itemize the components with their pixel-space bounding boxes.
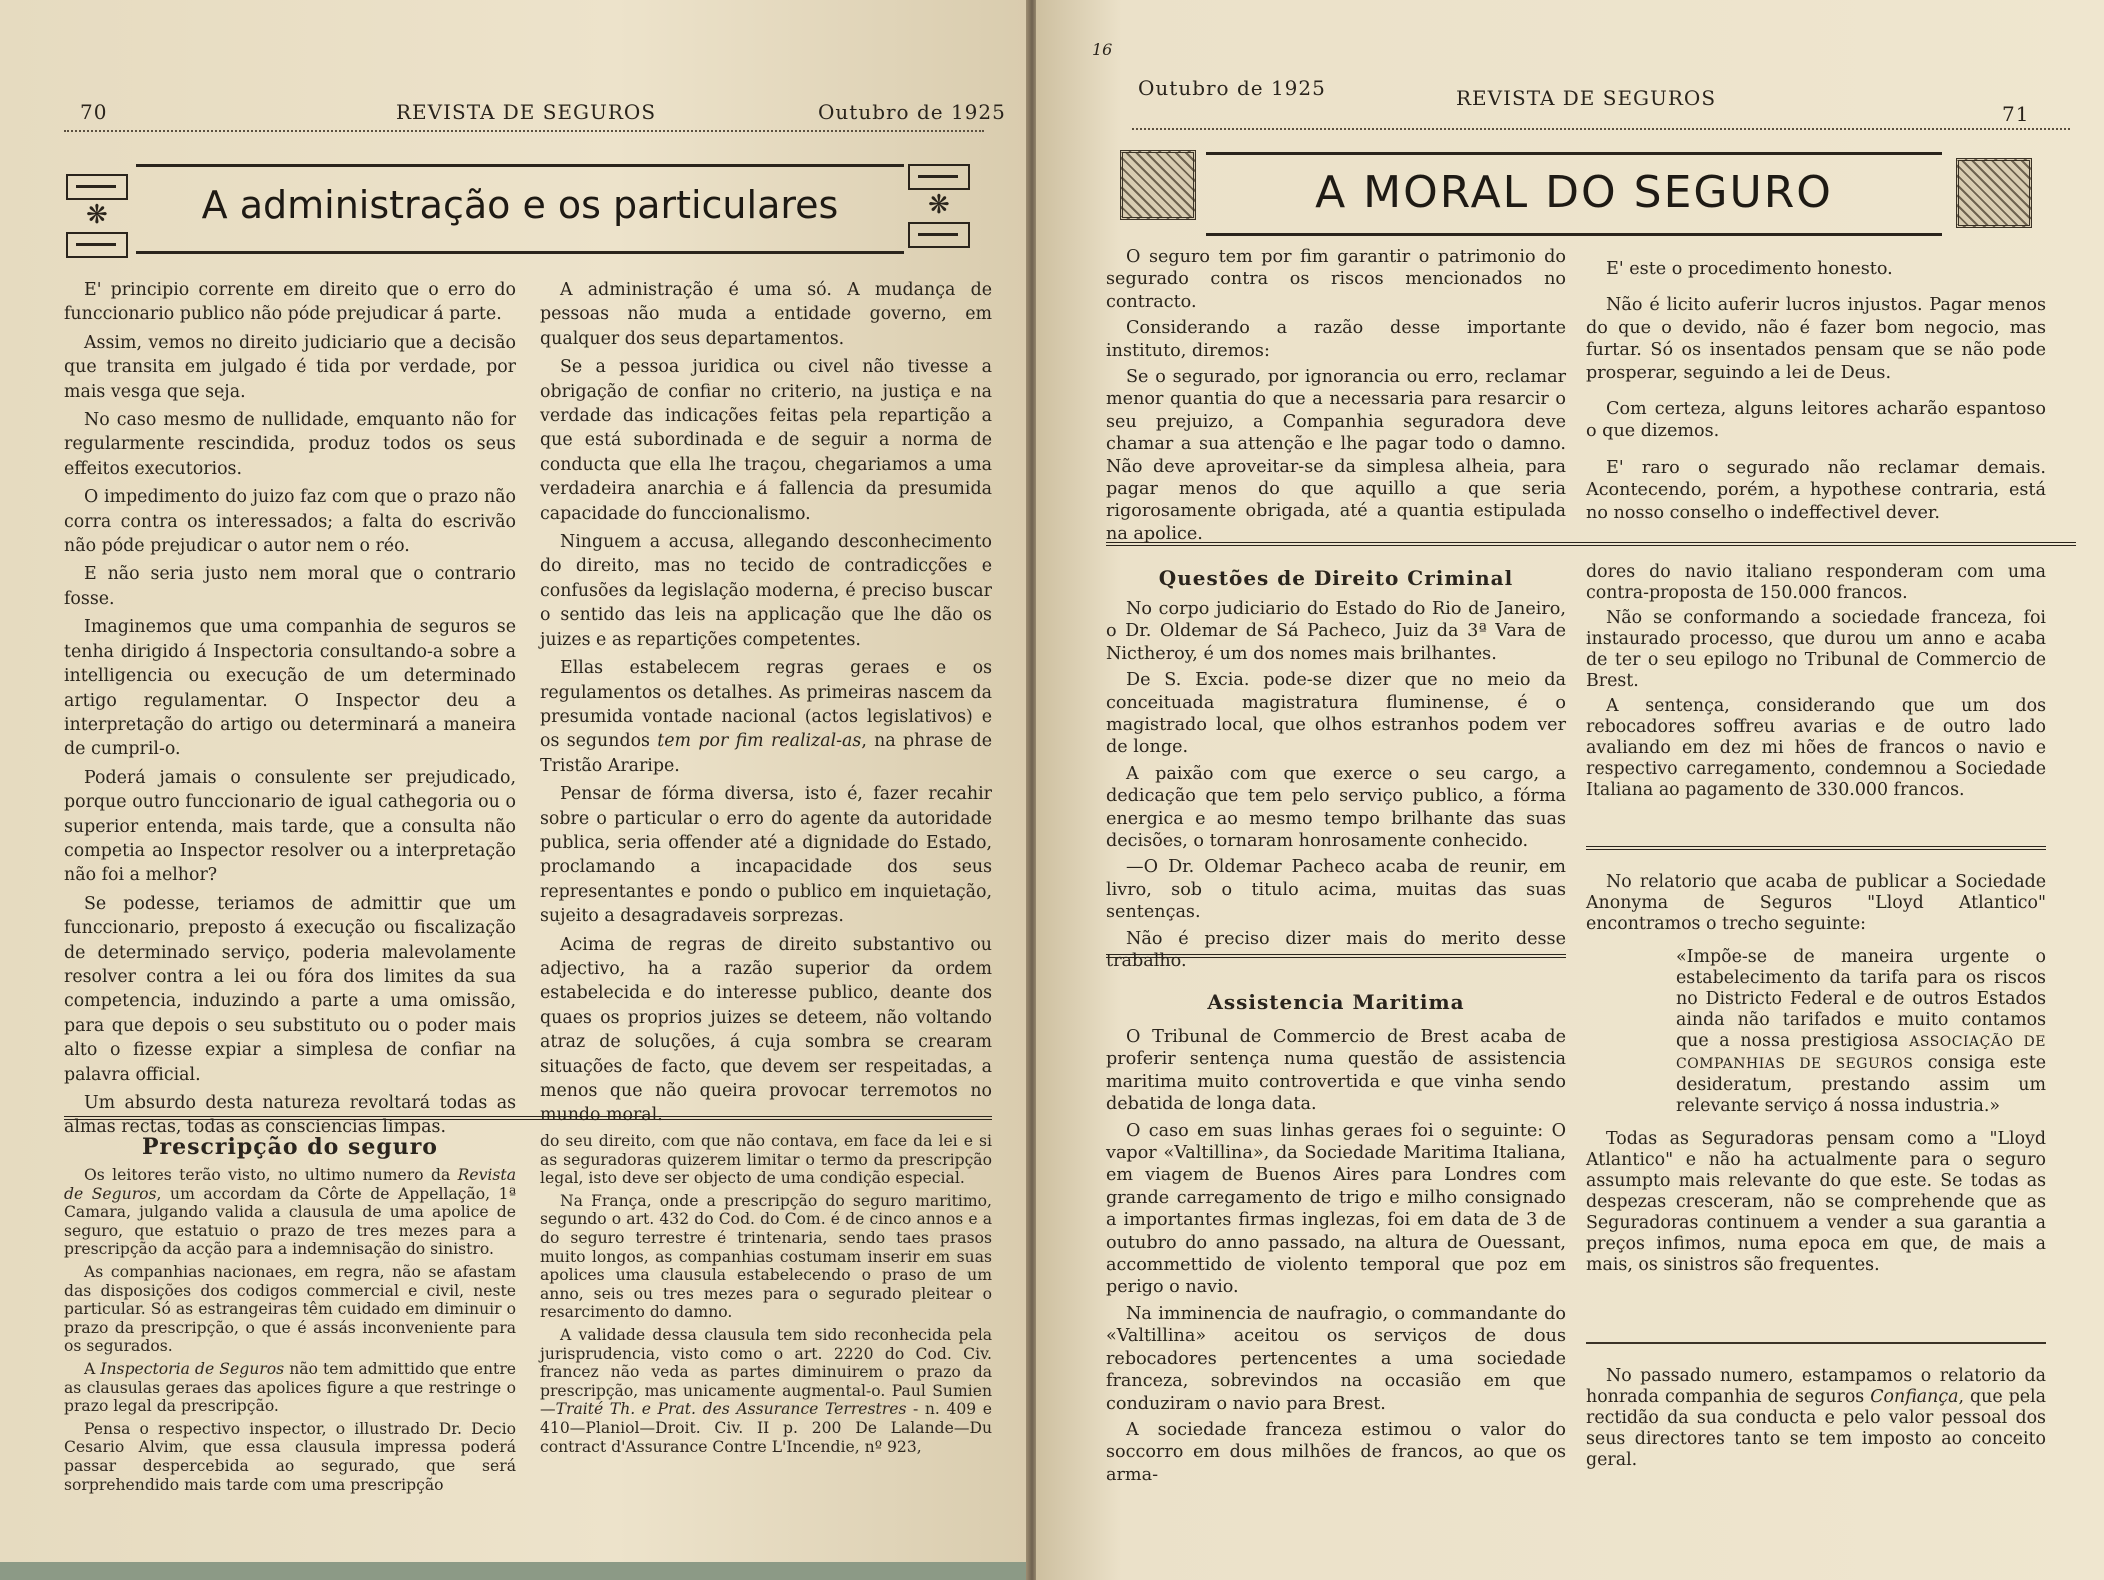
issue-date: Outubro de 1925	[1138, 76, 1326, 100]
section-heading: Questões de Direito Criminal	[1158, 566, 1514, 590]
paragraph	[540, 1326, 992, 1456]
section-divider	[64, 1116, 992, 1120]
paragraph: Na França, onde a prescripção do seguro maritimo, segundo o art. 432 do Cod. do Com. é de cinco annos e a do seguro terrestre é trintenaria, sendo taes prasos muito longos, as companhias costumam inserir em suas apolices uma clausula estabelecendo o praso de um anno, seis ou tres mezes para o segurado pleitear o resarcimento do damno.	[540, 1191, 992, 1322]
italic-run: tem por fim realizal-as	[657, 731, 862, 752]
italic-run: Inspectoria de Seguros	[100, 1359, 285, 1378]
paragraph: A administração é uma só. A mudança de pessoas não muda a entidade governo, em qualquer dos seus departamentos.	[540, 280, 992, 349]
confianca-column	[1586, 1366, 2046, 1471]
paragraph: A sociedade franceza estimou o valor do soccorro em dous milhões de francos, ao que os arma-	[1106, 1419, 1566, 1485]
star-ornament-left: ❋	[86, 200, 108, 230]
article-title: A administração e os particulares	[201, 183, 839, 227]
text-run: No passado numero, estampamos o relatorio da honrada companhia de seguros	[1586, 1366, 2046, 1407]
paragraph: De S. Excia. pode-se dizer que no meio da conceituada magistratura fluminense, é o magistrado local, que olhos estranhos podem ver de longe.	[1106, 670, 1566, 758]
criminal-column	[1106, 598, 1566, 973]
header-rule	[1132, 128, 2070, 130]
paragraph: Se a pessoa juridica ou civel não tivesse a obrigação de confiar no criterio, na justiça e na verdade das indicações feitas pela repartição a que está subordinada e de seguir a norma de conducta que ella lhe traçou, chegariamos a uma verdadeira anarchia e á fallencia da presumida capacidade do funccionalismo.	[540, 357, 992, 524]
paragraph: Se o segurado, por ignorancia ou erro, reclamar menor quantia do que a necessaria para resarcir o seu prejuizo, a Companhia seguradora deve chamar a sua attenção e lhe pagar todo o damno. Não deve aproveitar-se da simplesa alheia, para pagar menos do que aquillo a que seria rigorosamente obrigada, até a quantia estipulada na apolice.	[1106, 367, 1566, 544]
section-column-2	[540, 1132, 992, 1456]
ornament-right-top	[908, 164, 970, 190]
text-run: consiga este desideratum, prestando assim um relevante serviço á nossa industria.»	[1676, 1053, 2046, 1116]
paragraph: Acima de regras de direito substantivo ou adjectivo, ha a razão superior da ordem estabelecida e do interesse publico, deante dos quaes os proprios juizes se deteem, não voltando atraz de soluções, á cuja sombra se crearam situações de facto, que devem ser respeitadas, a menos que não queira provocar terremotos no mundo moral.	[540, 934, 992, 1126]
paragraph: As companhias nacionaes, em regra, não se afastam das disposições dos codigos commercial e civil, neste particular. Só as estrangeiras têm cuidado em diminuir o prazo da prescripção, o que é assás inconveniente para os segurados.	[64, 1262, 516, 1356]
running-head	[0, 100, 1006, 130]
paragraph: Todas as Seguradoras pensam como a "Lloyd Atlantico" e não ha actualmente para o seguro assumpto mais relevante do que este. Se todas as despezas cresceram, não se comprehende que as Seguradoras continuem a vender a sua garantia a preços infimos, numa epoca em que, de mais a mais, os sinistros são frequentes.	[1586, 1129, 2046, 1275]
text-run: Ellas estabelecem regras geraes e os regulamentos os detalhes. As primeiras nascem da presumida vontade nacional (actos legislativos) e os segundos	[540, 658, 992, 752]
paragraph	[64, 1166, 516, 1259]
paragraph: dores do navio italiano responderam com uma contra-proposta de 150.000 francos.	[1586, 562, 2046, 603]
knot-ornament-left	[1120, 150, 1196, 220]
paragraph: Poderá jamais o consulente ser prejudicado, porque outro funccionario de igual cathegoria ou o superior entenda, mais tarde, que a consulta não competia ao Inspector resolver ou a interpretação não foi a melhor?	[64, 767, 516, 886]
knot-ornament-right	[1956, 158, 2032, 228]
article-title: A MORAL DO SEGURO	[1315, 167, 1833, 218]
page-number: 70	[80, 100, 108, 124]
text-run: , na phrase de Tristão Araripe.	[540, 731, 992, 776]
header-rule	[64, 130, 984, 132]
text-run: , um accordam da Côrte de Appellação, 1ª Camara, julgando valida a clausula de uma apolice de seguro, que estatuio o prazo de tres mezes para a prescripção da acção para a indemnisação do sinistro.	[64, 1184, 516, 1259]
page-stack-edge	[0, 1562, 1028, 1580]
text-run: - n. 409 e 410—Planiol—Droit. Civ. II p. 200 De Lalande—Du contract d'Assurance Contre L'Incendie, nº 923,	[540, 1400, 992, 1456]
page-number: 71	[2002, 102, 2030, 126]
section-column-1	[64, 1166, 516, 1494]
ornament-left-bottom	[66, 232, 128, 258]
quote-paragraph	[1586, 947, 2046, 1117]
section-divider	[1586, 846, 2046, 850]
paragraph: Ninguem a accusa, allegando desconhecimento do direito, mas no tecido de contradicções e confusões da legislação moderna, é preciso buscar o sentido das leis na applicação que lhe dão os juizes e as repartições competentes.	[540, 532, 992, 650]
paragraph: Não se conformando a sociedade franceza, foi instaurado processo, que durou um anno e acaba de ter o seu epilogo no Tribunal de Commercio de Brest.	[1586, 608, 2046, 691]
text-run: A	[84, 1359, 101, 1378]
italic-run: Confiança	[1870, 1387, 1959, 1407]
paragraph: E' principio corrente em direito que o erro do funccionario publico não póde prejudicar á parte.	[64, 280, 516, 325]
paragraph: E' raro o segurado não reclamar demais. Acontecendo, porém, a hypothese contraria, está no nosso conselho o indeffectivel dever.	[1586, 457, 2046, 523]
paragraph: Imaginemos que uma companhia de seguros se tenha dirigido á Inspectoria consultando-a sobre a intelligencia ou execução de um determinado artigo regulamentar. O Inspector deu a interpretação do artigo ou determinará a maneira de cumpril-o.	[64, 617, 516, 760]
article-column-1	[64, 278, 516, 1140]
paragraph: Não é preciso dizer mais do merito desse trabalho.	[1106, 928, 1566, 972]
paragraph: Se podesse, teriamos de admittir que um funccionario, preposto á execução ou fiscalização de determinado serviço, poderia malevolamente resolver contra a lei ou fóra dos limites da sua competencia, induzindo a parte a uma omissão, para que depois o seu substituto ou o poder mais alto o fizesse expiar a simplesa de confiar na palavra official.	[64, 893, 516, 1085]
paragraph: No relatorio que acaba de publicar a Sociedade Anonyma de Seguros "Lloyd Atlantico" encontramos o trecho seguinte:	[1586, 872, 2046, 934]
right-page	[1036, 0, 2104, 1580]
paragraph	[64, 1360, 516, 1416]
paragraph: Considerando a razão desse importante instituto, diremos:	[1106, 318, 1566, 361]
ornament-right-bottom	[908, 222, 970, 248]
maritime-column	[1106, 1026, 1566, 1486]
paragraph: A sentença, considerando que um dos rebocadores soffreu avarias e de outro lado avaliando em dez mi hões de francos o navio e respectivo carregamento, condemnou a Sociedade Italiana ao pagamento de 330.000 francos.	[1586, 696, 2046, 800]
section-heading: Assistencia Maritima	[1207, 990, 1465, 1014]
italic-run: Revista de Seguros	[64, 1166, 516, 1203]
article-column-2	[540, 278, 992, 1128]
paragraph: A paixão com que exerce o seu cargo, a dedicação que tem pelo serviço publico, a fórma energica e ao mesmo tempo brilhante das suas decisões, o tornaram honrosamente conhecido.	[1106, 763, 1566, 852]
title-banner	[136, 164, 904, 254]
issue-date: Outubro de 1925	[818, 100, 1006, 124]
paragraph: Pensar de fórma diversa, isto é, fazer recahir sobre o particular o erro do agente da autoridade publica, seria offender até a dignidade do Estado, proclamando a incapacidade dos seus representantes e pondo o publico em inquietação, sujeito a desagradaveis sorprezas.	[540, 784, 992, 927]
text-run: A validade dessa clausula tem sido reconhecida pela jurisprudencia, visto como o art. 2220 do Cod. Civ. francez não veda as partes diminuirem o prazo da prescripção, mas unicamente augmental-o. Paul Sumien—	[540, 1325, 992, 1419]
article-column-1	[1106, 246, 1566, 545]
star-ornament-right: ❋	[928, 190, 950, 220]
paragraph	[540, 656, 992, 778]
paragraph	[1586, 1366, 2046, 1471]
small-caps-run: ASSOCIAÇÃO DE COMPANHIAS DE SEGUROS	[1676, 1034, 2046, 1072]
paragraph: Não é licito auferir lucros injustos. Pagar menos do que o devido, não é fazer bom negocio, mas furtar. Só os insentados pensam que se não pode prosperar, seguindo a lei de Deus.	[1586, 295, 2046, 383]
paragraph: Pensa o respectivo inspector, o illustrado Dr. Decio Cesario Alvim, que essa clausula impressa poderá passar despercebida ao segurado, que será sorprehendido mais tarde com uma prescripção	[64, 1419, 516, 1494]
section-divider	[1586, 1342, 2046, 1344]
magazine-name: REVISTA DE SEGUROS	[1456, 86, 1717, 110]
corner-mark: 16	[1092, 40, 1113, 59]
paragraph: Na imminencia de naufragio, o commandante do «Valtillina» aceitou os serviços de dous rebocadores pertencentes a uma sociedade franceza, sobrevindos na occasião em que conduziram o navio para Brest.	[1106, 1303, 1566, 1414]
paragraph: O seguro tem por fim garantir o patrimonio do segurado contra os riscos mencionados no contracto.	[1106, 247, 1566, 312]
maritime-column-2	[1586, 562, 2046, 801]
section-heading: Prescripção do seguro	[142, 1134, 438, 1160]
text-run: , que pela rectidão da sua conducta e pelo valor pessoal dos seus directores tanto se tem imposto ao conceito geral.	[1586, 1387, 2046, 1470]
running-head	[1036, 76, 2096, 126]
paragraph: No caso mesmo de nullidade, emquanto não for regularmente rescindida, produz todos os seus effeitos executorios.	[64, 410, 516, 479]
article-column-2	[1586, 258, 2046, 524]
paragraph: O impedimento do juizo faz com que o prazo não corra contra os interessados; a falta do escrivão não póde prejudicar o autor nem o réo.	[64, 487, 516, 557]
lloyd-column	[1586, 872, 2046, 1276]
paragraph: No corpo judiciario do Estado do Rio de Janeiro, o Dr. Oldemar de Sá Pacheco, Juiz da 3ª Vara de Nictheroy, é um dos nomes mais brilhantes.	[1106, 599, 1566, 664]
paragraph: Assim, vemos no direito judiciario que a decisão que transita em julgado é tida por verdade, por mais vesga que seja.	[64, 332, 516, 402]
paragraph: O Tribunal de Commercio de Brest acaba de proferir sentença numa questão de assistencia maritima muito controvertida e que vinha sendo debatida de longa data.	[1106, 1027, 1566, 1115]
paragraph: —O Dr. Oldemar Pacheco acaba de reunir, em livro, sob o titulo acima, muitas das suas sentenças.	[1106, 857, 1566, 923]
paragraph: E' este o procedimento honesto.	[1606, 259, 1893, 279]
paragraph: do seu direito, com que não contava, em face da lei e si as seguradoras quizerem limitar o termo da prescripção legal, isto deve ser objecto de uma condição especial.	[540, 1132, 992, 1188]
paragraph: Um absurdo desta natureza revoltará todas as almas rectas, todas as consciencias limpas.	[64, 1093, 516, 1138]
section-divider	[1106, 954, 1566, 958]
text-run: Os leitores terão visto, no ultimo numero da	[84, 1166, 458, 1184]
paragraph: E não seria justo nem moral que o contrario fosse.	[64, 564, 516, 609]
magazine-name: REVISTA DE SEGUROS	[396, 100, 657, 124]
left-page	[0, 0, 1028, 1580]
text-run: «Impõe-se de maneira urgente o estabelecimento da tarifa para os riscos no Districto Federal e de outros Estados ainda não tarifados e muito contamos que a nossa prestigiosa	[1676, 947, 2046, 1051]
paragraph: Com certeza, alguns leitores acharão espantoso o que dizemos.	[1586, 399, 2046, 442]
ornament-left-top	[66, 174, 128, 200]
paragraph: O caso em suas linhas geraes foi o seguinte: O vapor «Valtillina», da Sociedade Maritima Italiana, em viagem de Buenos Aires para Londres com grande carregamento de trigo e milho consignado a importantes firmas inglezas, foi em data de 3 de outubro do anno passado, na altura de Ouessant, accommettido de violento temporal que poz em perigo o navio.	[1106, 1120, 1566, 1298]
text-run: não tem admittido que entre as clausulas geraes das apolices figure a que restringe o prazo legal da prescripção.	[64, 1359, 516, 1416]
italic-run: Traité Th. e Prat. des Assurance Terrestres	[555, 1400, 907, 1419]
section-divider	[1106, 542, 2076, 546]
title-banner	[1206, 152, 1942, 236]
